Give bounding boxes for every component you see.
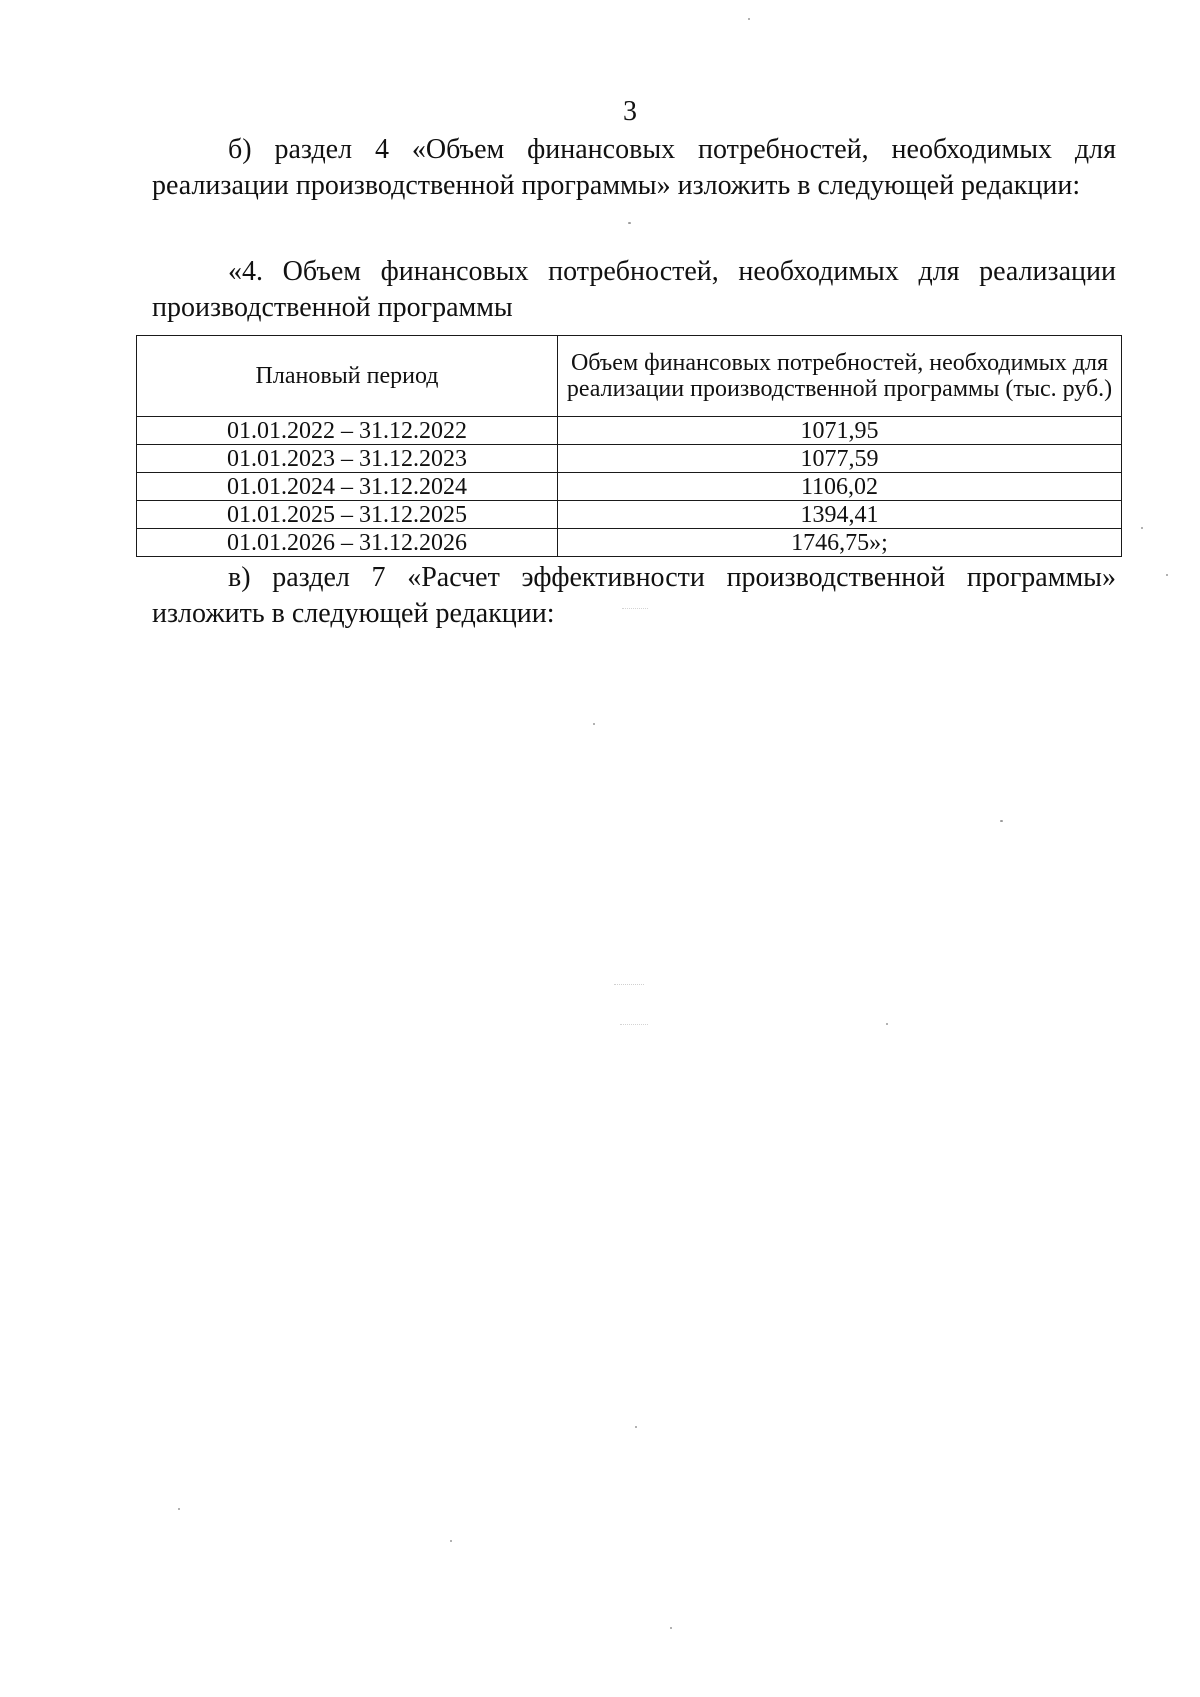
scan-speck (628, 222, 631, 224)
value-cell: 1394,41 (558, 501, 1122, 529)
value-cell: 1077,59 (558, 445, 1122, 473)
scan-speck (178, 1508, 180, 1510)
table-row (137, 501, 1122, 529)
table-header-row (137, 336, 1122, 417)
table-row (137, 445, 1122, 473)
period-cell: 01.01.2023 – 31.12.2023 (137, 445, 558, 473)
value-cell: 1746,75»; (558, 529, 1122, 557)
financial-needs-table (136, 335, 1122, 557)
scan-speck (635, 1426, 637, 1428)
scan-speck (1000, 820, 1003, 822)
table-row (137, 473, 1122, 501)
scan-speck (748, 18, 750, 20)
period-cell: 01.01.2025 – 31.12.2025 (137, 501, 558, 529)
page-number: 3 (623, 96, 637, 127)
scan-speck (593, 723, 595, 725)
show-through-smudge (614, 984, 644, 1001)
show-through-smudge (620, 1024, 648, 1039)
paragraph-b-text: б) раздел 4 «Объем финансовых потребностей, необходимых для реализации производственной программы» изложить в следующей редакции: (152, 134, 1116, 201)
paragraph-section-4-amendment (152, 132, 1116, 204)
paragraph-v-text: в) раздел 7 «Расчет эффективности производственной программы» изложить в следующей редакции: (152, 562, 1116, 629)
value-cell: 1071,95 (558, 417, 1122, 445)
period-cell: 01.01.2022 – 31.12.2022 (137, 417, 558, 445)
value-cell: 1106,02 (558, 473, 1122, 501)
period-cell: 01.01.2026 – 31.12.2026 (137, 529, 558, 557)
period-cell: 01.01.2024 – 31.12.2024 (137, 473, 558, 501)
header-planned-period: Плановый период (137, 336, 558, 417)
table-row (137, 529, 1122, 557)
paragraph-section-4-heading (152, 254, 1116, 326)
table-row (137, 417, 1122, 445)
scan-speck (670, 1627, 672, 1629)
section-4-heading-text: «4. Объем финансовых потребностей, необходимых для реализации производственной программы (152, 256, 1116, 323)
show-through-smudge (622, 608, 648, 623)
scan-speck (450, 1540, 452, 1542)
scan-speck (1166, 574, 1168, 576)
header-financial-volume: Объем финансовых потребностей, необходимых для реализации производственной программы (тыс. руб.) (558, 336, 1122, 417)
scan-speck (886, 1023, 888, 1025)
scan-speck (1141, 527, 1143, 529)
